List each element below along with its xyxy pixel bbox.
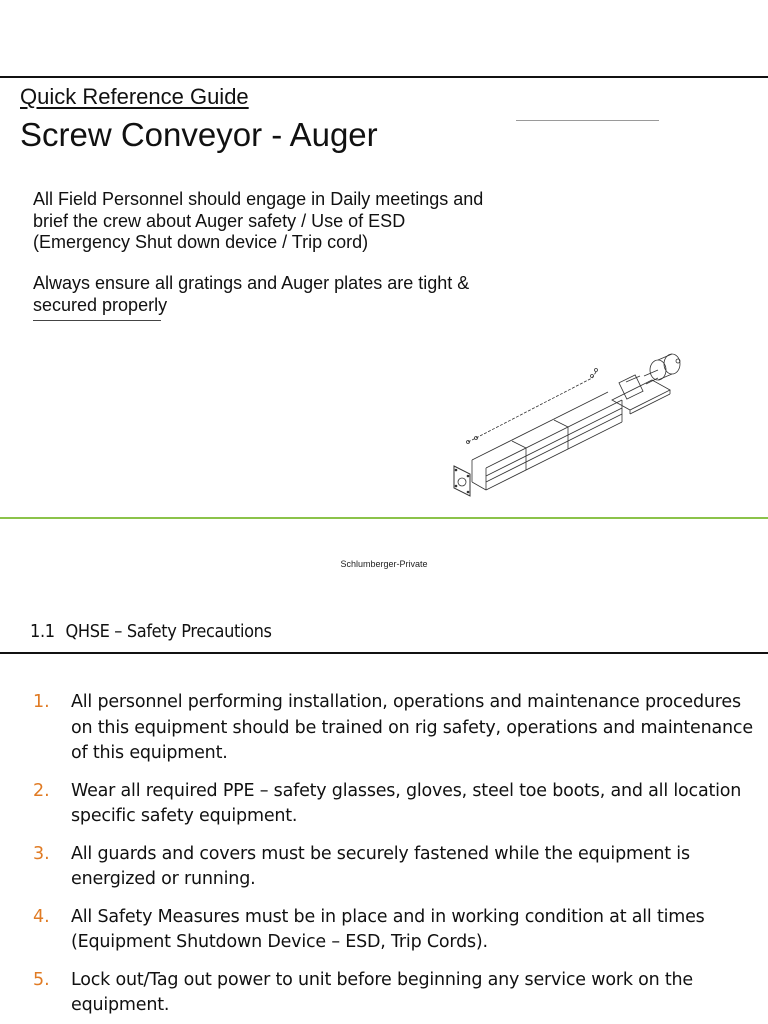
section-divider-green	[0, 517, 768, 519]
text-underline	[33, 320, 161, 321]
list-item-number: 2.	[33, 780, 50, 801]
list-item-number: 5.	[33, 969, 50, 990]
list-item-text: Lock out/Tag out power to unit before beginning any service work on the equipment.	[71, 969, 693, 1015]
intro-paragraph-gratings: Always ensure all gratings and Auger plates are tight & secured properly	[33, 273, 470, 315]
decorative-line	[516, 120, 659, 121]
list-item-text: All Safety Measures must be in place and in working condition at all times (Equipment Shutdown Device – ESD, Trip Cords).	[71, 906, 705, 952]
list-item-text: All personnel performing installation, operations and maintenance procedures on this equipment should be trained on rig safety, operations and maintenance of this equipment.	[71, 692, 753, 763]
list-item-number: 1.	[33, 692, 50, 712]
list-item-number: 4.	[33, 906, 50, 927]
list-item	[33, 690, 753, 767]
list-item	[33, 905, 753, 956]
list-item	[33, 842, 753, 893]
screw-conveyor-drawing	[446, 348, 692, 500]
section-title: QHSE – Safety Precautions	[65, 621, 272, 642]
list-item-text: Wear all required PPE – safety glasses, gloves, steel toe boots, and all location specific safety equipment.	[71, 780, 742, 826]
classification-label: Schlumberger-Private	[340, 559, 428, 569]
top-divider	[0, 76, 768, 78]
list-item-text: All guards and covers must be securely fastened while the equipment is energized or running.	[71, 843, 690, 889]
guide-subtitle: Quick Reference Guide	[20, 84, 249, 109]
section-heading	[30, 621, 272, 642]
page-title: Screw Conveyor - Auger	[20, 116, 378, 153]
intro-paragraph-meetings: All Field Personnel should engage in Daily meetings and brief the crew about Auger safety / Use of ESD (Emergency Shut down device / Trip cord)	[33, 189, 484, 252]
section-number: 1.1	[30, 621, 55, 642]
list-item-number: 3.	[33, 843, 50, 864]
section-heading-underline	[0, 652, 768, 654]
safety-precautions-list	[33, 690, 753, 1024]
list-item	[33, 779, 753, 830]
list-item	[33, 968, 753, 1019]
